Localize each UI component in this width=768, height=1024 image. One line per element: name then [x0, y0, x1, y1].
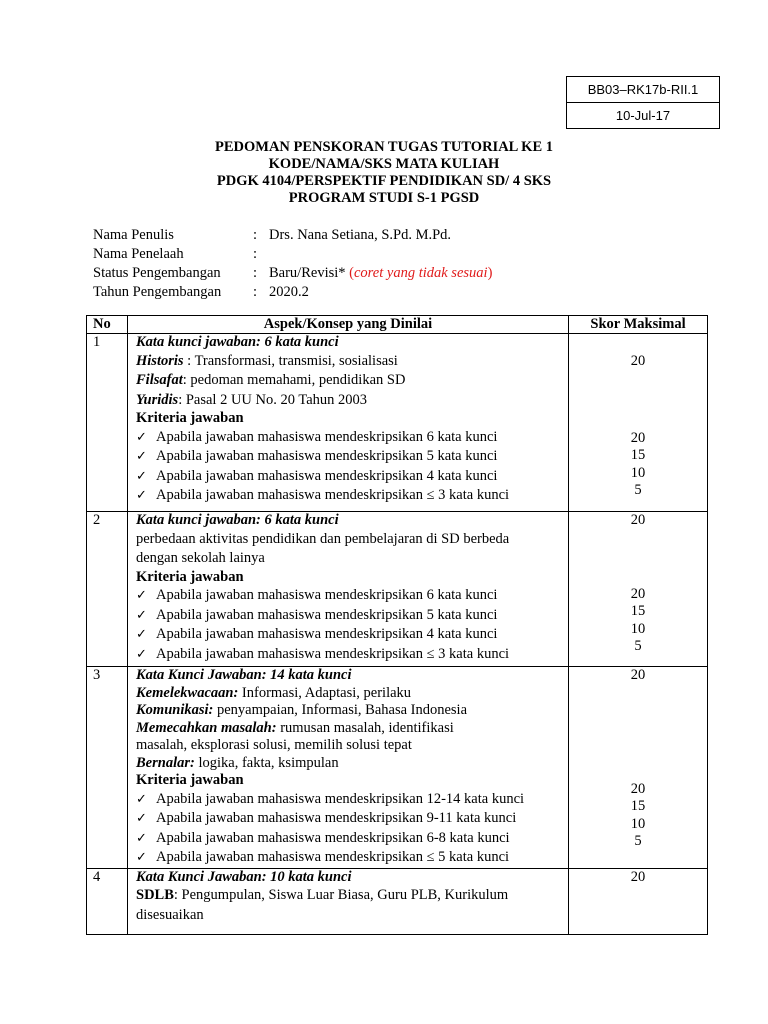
max-score: 20 [630, 868, 646, 885]
check-mark-icon: ✓ [136, 850, 147, 865]
aspect-line: disesuaikan [136, 906, 204, 923]
check-mark-icon: ✓ [136, 468, 147, 484]
row-number: 4 [87, 868, 128, 934]
criteria-item [136, 606, 568, 626]
max-score: 20 [630, 512, 646, 528]
aspect-label: Filsafat [136, 372, 183, 388]
criteria-item [136, 645, 568, 665]
aspect-label: SDLB [136, 887, 174, 903]
score-cell [569, 868, 708, 934]
score-value: 15 [630, 798, 646, 814]
aspect-text: masalah, eksplorasi solusi, memilih solusi tepat [136, 737, 412, 753]
status-note: coret yang tidak sesuai [354, 265, 488, 281]
status-value: Baru/Revisi* [269, 265, 346, 281]
aspect-label: Bernalar: [136, 754, 195, 771]
aspect-line [136, 391, 568, 411]
table-row [87, 868, 708, 934]
meta-label: Nama Penelaah [93, 246, 184, 262]
score-cell [569, 512, 708, 667]
table-row [87, 334, 708, 512]
criteria-text: Apabila jawaban mahasiswa mendeskripsikan ≤ 5 kata kunci [156, 849, 510, 865]
criteria-item [136, 486, 568, 506]
score-value: 20 [630, 429, 646, 446]
aspect-cell [128, 334, 569, 512]
criteria-item [136, 790, 568, 810]
aspect-text: Informasi, Adaptasi, perilaku [238, 684, 412, 701]
meta-colon: : [253, 284, 258, 300]
aspect-line [136, 755, 568, 773]
check-mark-icon: ✓ [136, 488, 147, 503]
score-value: 5 [634, 833, 642, 849]
aspect-line [136, 886, 568, 906]
aspect-label: Yuridis [136, 391, 179, 408]
key-count: Kata kunci jawaban: 6 kata kunci [136, 512, 339, 528]
meta-label: Nama Penulis [93, 227, 174, 243]
aspect-label: Komunikasi: [136, 702, 214, 718]
table-header-row [87, 316, 708, 334]
scoring-table [86, 315, 708, 935]
max-score: 20 [630, 667, 646, 683]
score-value: 20 [630, 585, 646, 602]
score-value: 5 [634, 638, 642, 654]
meta-value: 2020.2 [269, 284, 309, 300]
meta-label: Tahun Pengembangan [93, 284, 222, 300]
header-no: No [87, 316, 128, 334]
score-cell [569, 667, 708, 869]
score-value: 15 [630, 447, 646, 463]
title-line: PEDOMAN PENSKORAN TUGAS TUTORIAL KE 1 [215, 139, 553, 155]
criteria-heading: Kriteria jawaban [136, 772, 244, 788]
check-mark-icon: ✓ [136, 627, 147, 642]
aspect-text: rumusan masalah, identifikasi [276, 719, 454, 736]
criteria-text: Apabila jawaban mahasiswa mendeskripsikan 12-14 kata kunci [156, 790, 525, 807]
score-value: 10 [630, 815, 646, 832]
aspect-label: Memecahkan masalah: [136, 719, 277, 736]
row-number: 2 [87, 512, 128, 667]
max-score: 20 [630, 353, 646, 369]
key-count: Kata kunci jawaban: 6 kata kunci [136, 334, 339, 350]
aspect-line [136, 737, 568, 755]
score-value: 20 [630, 780, 646, 797]
criteria-text: Apabila jawaban mahasiswa mendeskripsikan 5 kata kunci [156, 448, 498, 464]
aspect-line [136, 720, 568, 738]
header-aspect: Aspek/Konsep yang Dinilai [128, 316, 569, 334]
score-value: 5 [634, 482, 642, 498]
criteria-item [136, 428, 568, 448]
row-number: 1 [87, 334, 128, 512]
aspect-text: : Pengumpulan, Siswa Luar Biasa, Guru PLB, Kurikulum [173, 887, 509, 903]
metadata-block [93, 226, 492, 302]
criteria-text: Apabila jawaban mahasiswa mendeskripsikan 6-8 kata kunci [156, 829, 510, 846]
check-mark-icon: ✓ [136, 449, 147, 464]
aspect-line [136, 352, 568, 372]
aspect-text: logika, fakta, ksimpulan [194, 754, 339, 771]
document-code: BB03–RK17b-RII.1 [587, 82, 699, 97]
aspect-line: perbedaan aktivitas pendidikan dan pembelajaran di SD berbeda [136, 530, 510, 547]
header-max-score: Skor Maksimal [569, 316, 708, 334]
aspect-text: penyampaian, Informasi, Bahasa Indonesia [213, 702, 468, 718]
criteria-heading: Kriteria jawaban [136, 410, 244, 426]
criteria-text: Apabila jawaban mahasiswa mendeskripsikan 5 kata kunci [156, 606, 498, 623]
aspect-line: dengan sekolah lainya [136, 550, 265, 566]
score-value: 10 [630, 464, 646, 481]
meta-label: Status Pengembangan [93, 265, 221, 281]
meta-row-tahun [93, 283, 492, 302]
meta-colon: : [253, 227, 258, 243]
document-title [0, 139, 768, 207]
criteria-text: Apabila jawaban mahasiswa mendeskripsikan 6 kata kunci [156, 587, 498, 603]
criteria-text: Apabila jawaban mahasiswa mendeskripsikan 4 kata kunci [156, 626, 498, 642]
check-mark-icon: ✓ [136, 830, 147, 846]
check-mark-icon: ✓ [136, 646, 147, 662]
criteria-item [136, 829, 568, 849]
criteria-item [136, 809, 568, 829]
aspect-label: Historis [136, 352, 184, 369]
document-date: 10-Jul-17 [567, 102, 719, 128]
meta-row-status [93, 264, 492, 283]
criteria-text: Apabila jawaban mahasiswa mendeskripsikan ≤ 3 kata kunci [156, 487, 510, 503]
note-paren: ) [487, 265, 493, 281]
score-value: 15 [630, 603, 646, 619]
aspect-label: Kemelekwacaan: [136, 684, 239, 701]
aspect-text: : Transformasi, transmisi, sosialisasi [183, 352, 398, 369]
criteria-item [136, 586, 568, 606]
aspect-cell [128, 868, 569, 934]
row-number: 3 [87, 667, 128, 869]
table-row [87, 512, 708, 667]
key-count: Kata Kunci Jawaban: 10 kata kunci [136, 868, 352, 885]
meta-row-penulis [93, 226, 492, 245]
key-count: Kata Kunci Jawaban: 14 kata kunci [136, 667, 352, 683]
title-line: PROGRAM STUDI S-1 PGSD [288, 190, 480, 206]
table-row [87, 667, 708, 869]
meta-row-penelaah [93, 245, 492, 264]
score-cell [569, 334, 708, 512]
check-mark-icon: ✓ [136, 429, 147, 445]
aspect-cell [128, 512, 569, 667]
aspect-text: : Pasal 2 UU No. 20 Tahun 2003 [178, 391, 368, 408]
meta-colon: : [253, 265, 258, 281]
note-paren: ( [349, 265, 354, 281]
aspect-cell [128, 667, 569, 869]
title-line: PDGK 4104/PERSPEKTIF PENDIDIKAN SD/ 4 SKS [216, 173, 552, 189]
criteria-heading: Kriteria jawaban [136, 568, 244, 585]
meta-colon: : [253, 246, 258, 262]
title-line: KODE/NAMA/SKS MATA KULIAH [268, 156, 500, 172]
check-mark-icon: ✓ [136, 607, 147, 623]
check-mark-icon: ✓ [136, 791, 147, 807]
criteria-item [136, 625, 568, 645]
criteria-item [136, 467, 568, 487]
criteria-text: Apabila jawaban mahasiswa mendeskripsikan 9-11 kata kunci [156, 810, 517, 826]
aspect-text: : pedoman memahami, pendidikan SD [182, 372, 406, 388]
criteria-item [136, 447, 568, 467]
criteria-item [136, 848, 568, 868]
check-mark-icon: ✓ [136, 588, 147, 603]
check-mark-icon: ✓ [136, 811, 147, 826]
criteria-text: Apabila jawaban mahasiswa mendeskripsikan ≤ 3 kata kunci [156, 645, 510, 662]
criteria-text: Apabila jawaban mahasiswa mendeskripsikan 4 kata kunci [156, 467, 498, 484]
aspect-line [136, 371, 568, 391]
meta-value [269, 264, 492, 283]
aspect-line [136, 685, 568, 703]
score-value: 10 [630, 620, 646, 637]
document-code-box [566, 76, 720, 129]
criteria-text: Apabila jawaban mahasiswa mendeskripsikan 6 kata kunci [156, 428, 498, 445]
meta-value: Drs. Nana Setiana, S.Pd. M.Pd. [269, 227, 452, 243]
aspect-line [136, 702, 568, 720]
